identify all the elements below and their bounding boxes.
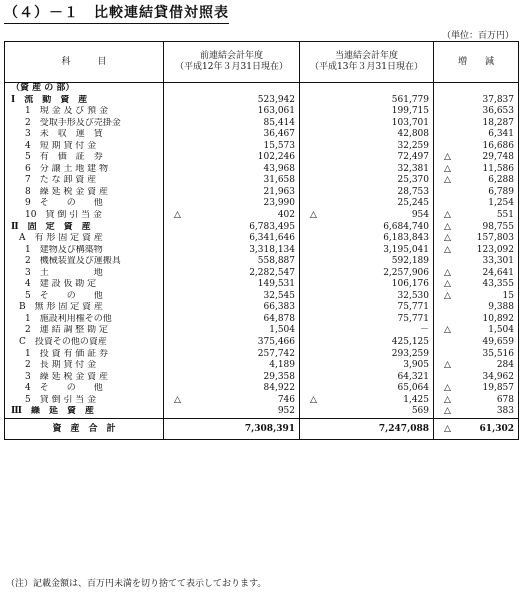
row-label: C 投資その他の資産 [19,337,107,348]
row-label: B 無 形 固 定 資 産 [19,302,103,313]
negative-mark: △ [444,233,451,244]
change-cell-value: 551 [496,210,514,221]
change-cell-value: 29,748 [482,152,514,163]
change-cell [434,164,519,176]
prev-cell-value: 29,358 [263,371,295,382]
change-cell [434,302,519,314]
change-cell [434,360,519,372]
curr-cell-value: 106,176 [391,279,429,290]
table-row [5,152,519,164]
negative-mark: △ [444,163,451,174]
row-label: 3 未 収 運 賃 [25,129,103,140]
prev-cell [164,164,300,176]
header-curr-date: （平成13年３月31日現在） [310,62,423,72]
row-label: 1 現 金 及 び 預 金 [25,106,109,117]
change-cell-value: 43,355 [482,279,514,290]
prev-cell-value: 4,189 [269,360,295,371]
table-row [5,245,519,257]
negative-mark: △ [444,394,451,405]
prev-cell [164,383,300,395]
table-row [5,349,519,361]
table-row [5,372,519,384]
change-cell-value: 19,857 [482,383,514,394]
curr-cell-value: 28,753 [397,186,429,197]
row-label: A 有 形 固 定 資 産 [19,233,103,244]
row-label: 1 投 資 有 価 証 券 [25,348,109,359]
change-cell [434,314,519,326]
table-row [5,337,519,349]
curr-cell [300,210,434,222]
table-row [5,302,519,314]
curr-cell [300,175,434,187]
prev-cell-value: 32,545 [263,290,295,301]
table-header-row [5,42,519,83]
row-label: 4 そ の 他 [25,383,103,394]
prev-cell [164,95,300,107]
change-cell [434,141,519,153]
prev-cell-value: 523,942 [257,94,295,105]
curr-cell [300,383,434,395]
change-cell-value: 1,504 [488,325,514,336]
curr-cell [300,372,434,384]
curr-cell-value: 3,195,041 [383,244,429,255]
table-row [5,141,519,153]
row-label: 4 建 設 仮 勘 定 [25,279,97,290]
row-label: Ⅲ 繰 延 資 産 [11,406,94,417]
prev-cell [164,349,300,361]
row-label: 5 有 価 証 券 [25,152,103,163]
curr-cell-value: 1,425 [403,394,429,405]
prev-cell [164,83,300,95]
prev-cell-value: 31,658 [263,175,295,186]
change-cell-value: 10,892 [482,313,514,324]
table-row [5,210,519,222]
header-prev-label: 前連結会計年度 [199,51,263,61]
prev-cell [164,152,300,164]
negative-mark: △ [444,325,451,336]
curr-cell [300,395,434,407]
change-cell [434,175,519,187]
prev-cell [164,406,300,418]
prev-cell [164,291,300,303]
change-cell-value: 36,653 [482,106,514,117]
header-prev-date: （平成12年３月31日現在） [175,62,288,72]
curr-cell-value: 293,259 [391,348,429,359]
row-label: （資 産 の 部） [11,83,75,93]
change-cell [434,279,519,291]
change-cell [434,372,519,384]
row-label: 1 施設利用権その他 [25,313,112,324]
negative-mark: △ [310,210,317,221]
negative-mark: △ [444,279,451,290]
curr-cell [300,360,434,372]
prev-cell [164,256,300,268]
curr-cell-value: 6,183,843 [383,233,429,244]
total-label: 資 産 合 計 [5,418,164,439]
change-cell [434,210,519,222]
header-account: 科 目 [5,42,164,83]
table-row [5,291,519,303]
change-cell [434,222,519,234]
prev-cell [164,302,300,314]
curr-cell [300,268,434,280]
change-cell [434,152,519,164]
curr-cell-value: 64,321 [397,371,429,382]
curr-cell-value: 25,245 [397,198,429,209]
negative-mark: △ [444,406,451,417]
table-row [5,325,519,337]
prev-cell-value: 149,531 [257,279,295,290]
negative-mark: △ [444,383,451,394]
total-curr: 7,247,088 [300,418,434,439]
prev-cell-value: 85,414 [263,117,295,128]
prev-cell [164,210,300,222]
table-row [5,406,519,418]
curr-cell [300,349,434,361]
negative-mark: △ [444,267,451,278]
change-cell-value: 6,789 [488,186,514,197]
table-row [5,256,519,268]
prev-cell [164,314,300,326]
row-label: 5 貸 倒 引 当 金 [25,394,97,405]
prev-cell-value: 952 [277,406,295,417]
row-label: 7 た な 卸 資 産 [25,175,97,186]
negative-mark: △ [444,360,451,371]
row-label: 10 貸 倒 引 当 金 [25,210,102,221]
negative-mark: △ [310,394,317,405]
change-cell [434,83,519,95]
negative-mark: △ [444,221,451,232]
change-cell-value: 11,586 [482,163,514,174]
table-row [5,129,519,141]
prev-cell-value: 23,990 [263,198,295,209]
table-row [5,106,519,118]
curr-cell-value: 103,701 [391,117,429,128]
row-label: 6 分 譲 土 地 建 物 [25,163,109,174]
curr-cell-value: 6,684,740 [383,221,429,232]
prev-cell-value: 36,467 [263,129,295,140]
footnote: （注）記載金額は、百万円未満を切り捨てて表示しております。 [6,579,267,589]
unit-label: （単位：百万円） [441,31,514,41]
change-cell [434,129,519,141]
curr-cell [300,106,434,118]
row-label: Ⅱ 固 定 資 産 [11,221,91,232]
curr-cell [300,314,434,326]
prev-cell [164,337,300,349]
curr-cell [300,187,434,199]
curr-cell-value: 75,771 [397,302,429,313]
prev-cell [164,141,300,153]
header-curr-period [300,42,434,83]
change-cell-value: 49,659 [482,337,514,348]
curr-cell [300,129,434,141]
curr-cell-value: 561,779 [391,94,429,105]
negative-mark: △ [444,290,451,301]
curr-cell-value: 954 [411,210,429,221]
prev-cell [164,372,300,384]
change-cell-value: 678 [496,394,514,405]
change-cell [434,325,519,337]
change-cell-value: 24,641 [482,267,514,278]
prev-cell-value: 84,922 [263,383,295,394]
prev-cell-value: 21,963 [263,186,295,197]
total-change-value: 61,302 [479,423,514,434]
change-cell [434,187,519,199]
total-row [5,418,519,439]
prev-cell-value: 558,887 [257,256,295,267]
prev-cell [164,222,300,234]
change-cell [434,383,519,395]
row-label: 3 土 地 [25,267,103,278]
prev-cell [164,233,300,245]
change-cell-value: 33,301 [482,256,514,267]
curr-cell [300,83,434,95]
curr-cell-value: 32,381 [397,163,429,174]
prev-cell-value: 6,783,495 [249,221,295,232]
negative-mark: △ [444,175,451,186]
balance-sheet-table [4,41,519,440]
curr-cell [300,279,434,291]
prev-cell-value: 163,061 [257,106,295,117]
curr-cell-value: 569 [411,406,429,417]
prev-cell [164,325,300,337]
change-cell [434,256,519,268]
change-cell-value: 9,388 [488,302,514,313]
prev-cell-value: 6,341,646 [249,233,295,244]
change-cell-value: 15 [502,290,514,301]
curr-cell [300,118,434,130]
prev-cell [164,268,300,280]
curr-cell [300,233,434,245]
table-row [5,222,519,234]
curr-cell-value: 32,530 [397,290,429,301]
curr-cell [300,95,434,107]
negative-mark: △ [444,423,451,434]
table-row [5,198,519,210]
row-label: 5 そ の 他 [25,290,103,301]
page-title: （４）－１ 比較連結貸借対照表 [4,2,229,24]
prev-cell-value: 66,383 [263,302,295,313]
curr-cell-value: － [419,325,429,336]
negative-mark: △ [174,210,181,221]
row-label: 2 長 期 貸 付 金 [25,360,97,371]
table-row [5,95,519,107]
total-change [434,418,519,439]
change-cell [434,233,519,245]
change-cell-value: 6,341 [488,129,514,140]
table-row [5,187,519,199]
row-label: 9 そ の 他 [25,198,103,209]
prev-cell [164,106,300,118]
table-row [5,360,519,372]
curr-cell [300,256,434,268]
curr-cell [300,291,434,303]
curr-cell [300,164,434,176]
change-cell [434,349,519,361]
change-cell [434,406,519,418]
prev-cell [164,245,300,257]
curr-cell [300,198,434,210]
table-row [5,383,519,395]
row-label: Ⅰ 流 動 資 産 [11,94,88,105]
curr-cell-value: 65,064 [397,383,429,394]
change-cell-value: 37,837 [482,94,514,105]
change-cell-value: 123,092 [476,244,514,255]
table-row [5,314,519,326]
prev-cell [164,118,300,130]
table-row [5,233,519,245]
change-cell [434,291,519,303]
change-cell-value: 1,254 [488,198,514,209]
curr-cell [300,325,434,337]
curr-cell-value: 592,189 [391,256,429,267]
change-cell-value: 35,516 [482,348,514,359]
prev-cell [164,175,300,187]
change-cell [434,95,519,107]
curr-cell-value: 25,370 [397,175,429,186]
prev-cell [164,360,300,372]
row-label: 2 機械装置及び運搬具 [25,256,121,267]
row-label: 3 繰 延 税 金 資 産 [25,371,109,382]
prev-cell-value: 64,878 [263,313,295,324]
row-label: 2 受取手形及び売掛金 [25,117,121,128]
change-cell [434,118,519,130]
change-cell-value: 6,288 [488,175,514,186]
table-row [5,118,519,130]
table-row [5,83,519,95]
table-row [5,268,519,280]
prev-cell-value: 15,573 [263,140,295,151]
curr-cell-value: 2,257,906 [383,267,429,278]
negative-mark: △ [444,152,451,163]
prev-cell-value: 746 [277,394,295,405]
prev-cell-value: 43,968 [263,163,295,174]
change-cell-value: 98,755 [482,221,514,232]
curr-cell-value: 199,715 [391,106,429,117]
table-row [5,175,519,187]
change-cell [434,106,519,118]
curr-cell [300,245,434,257]
prev-cell [164,198,300,210]
curr-cell [300,337,434,349]
prev-cell-value: 102,246 [257,152,295,163]
prev-cell [164,129,300,141]
prev-cell-value: 257,742 [257,348,295,359]
change-cell [434,395,519,407]
change-cell-value: 284 [496,360,514,371]
row-label: 4 短 期 貸 付 金 [25,140,97,151]
change-cell [434,198,519,210]
negative-mark: △ [444,210,451,221]
change-cell [434,245,519,257]
curr-cell-value: 72,497 [397,152,429,163]
change-cell-value: 18,287 [482,117,514,128]
prev-cell [164,279,300,291]
change-cell [434,268,519,280]
curr-cell [300,152,434,164]
curr-cell-value: 75,771 [397,313,429,324]
change-cell-value: 157,803 [476,233,514,244]
prev-cell [164,395,300,407]
prev-cell-value: 1,504 [269,325,295,336]
row-label: 8 繰 延 税 金 資 産 [25,186,109,197]
prev-cell-value: 375,466 [257,337,295,348]
curr-cell [300,222,434,234]
negative-mark: △ [174,394,181,405]
curr-cell [300,302,434,314]
prev-cell-value: 402 [277,210,295,221]
prev-cell-value: 3,318,134 [249,244,295,255]
curr-cell-value: 425,125 [391,337,429,348]
header-prev-period [164,42,300,83]
negative-mark: △ [444,244,451,255]
change-cell-value: 34,962 [482,371,514,382]
curr-cell-value: 42,808 [397,129,429,140]
row-label: 2 連 結 調 整 勘 定 [25,325,109,336]
change-cell-value: 16,686 [482,140,514,151]
curr-cell [300,406,434,418]
header-curr-label: 当連結会計年度 [334,51,398,61]
curr-cell-value: 32,259 [397,140,429,151]
curr-cell [300,141,434,153]
row-label: 1 建物及び構築物 [25,244,103,255]
header-change: 増 減 [434,42,519,83]
table-row [5,164,519,176]
prev-cell-value: 2,282,547 [249,267,295,278]
change-cell-value: 383 [496,406,514,417]
table-row [5,395,519,407]
total-prev: 7,308,391 [164,418,300,439]
change-cell [434,337,519,349]
prev-cell [164,187,300,199]
curr-cell-value: 3,905 [403,360,429,371]
table-row [5,279,519,291]
